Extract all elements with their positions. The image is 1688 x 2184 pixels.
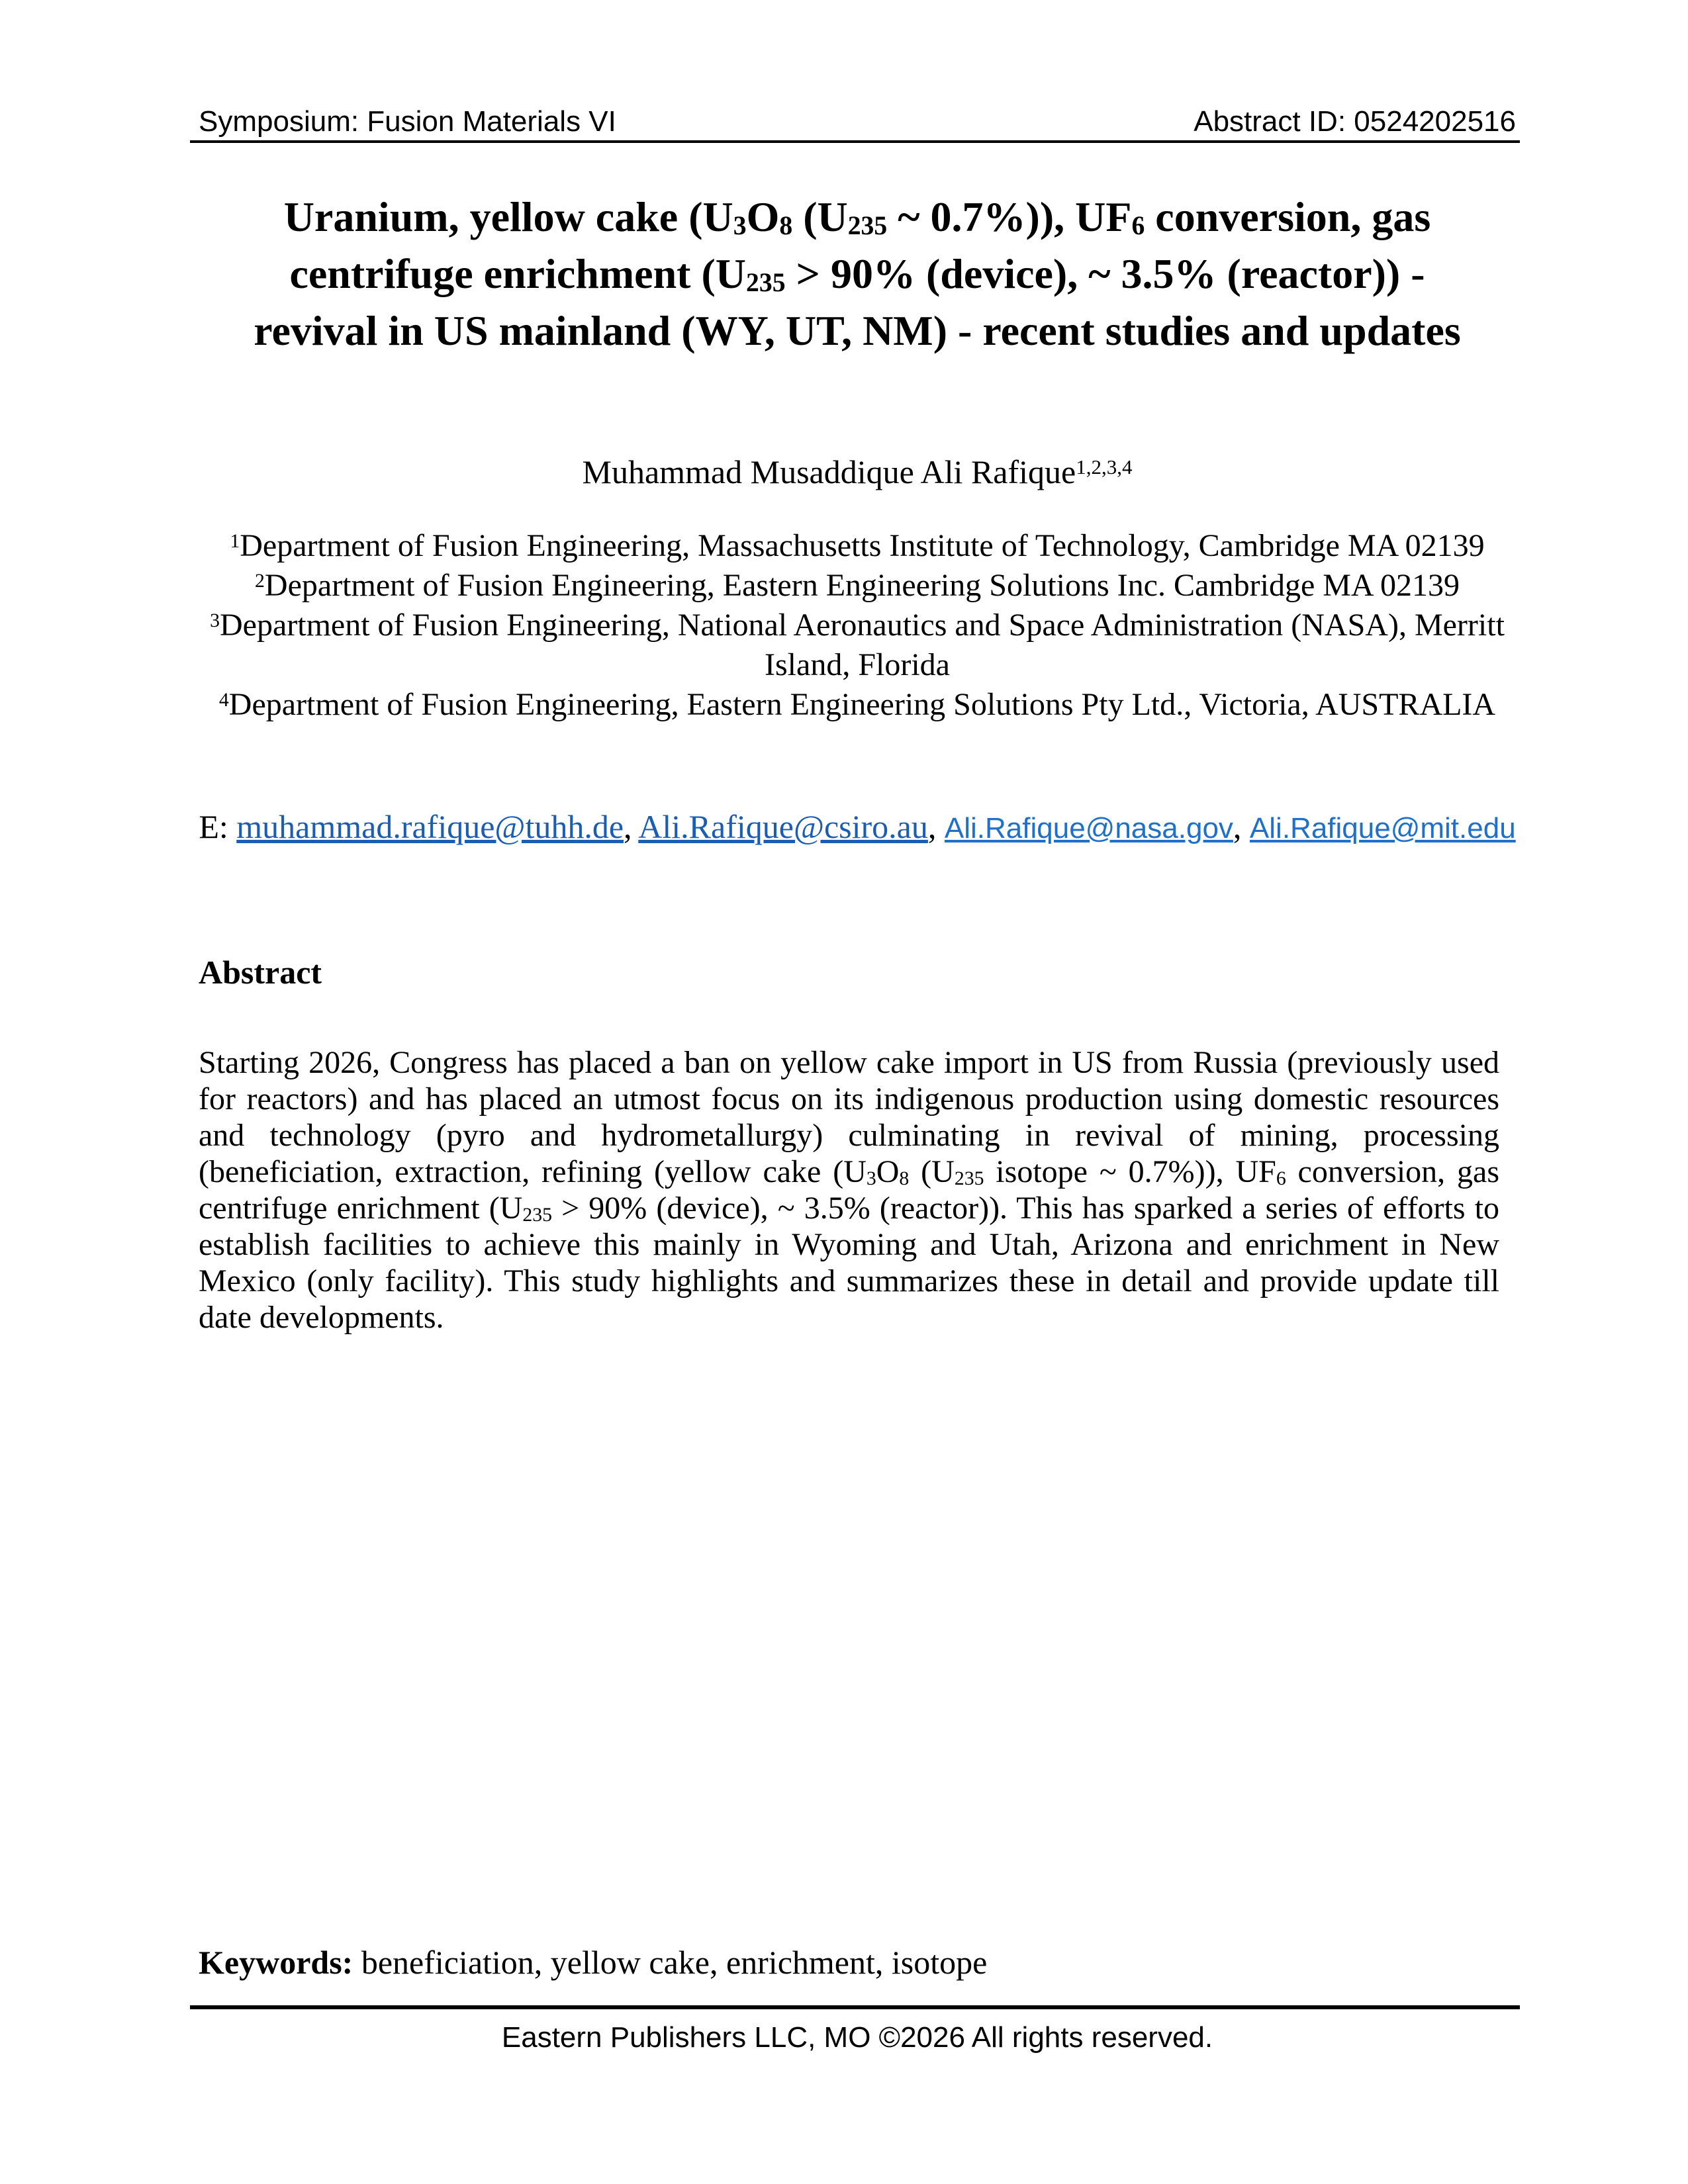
abstract-heading: Abstract: [199, 954, 322, 991]
email-link-mit[interactable]: Ali.Rafique@mit.edu: [1249, 812, 1516, 844]
affiliation-1: [199, 526, 1516, 566]
affiliation-3-mark: 3: [210, 609, 220, 631]
paper-title: [185, 189, 1529, 359]
affiliation-3-text: Department of Fusion Engineering, National Aeronautics and Space Administration (NASA), Merritt Island, Florida: [219, 608, 1505, 682]
keywords-label: Keywords:: [199, 1944, 353, 1981]
author-name: Muhammad Musaddique Ali Rafique: [582, 453, 1076, 490]
header-abstract-id: Abstract ID: 0524202516: [1194, 105, 1516, 138]
affiliation-4-text: Department of Fusion Engineering, Eastern Engineering Solutions Pty Ltd., Victoria, AUSTRALIA: [228, 687, 1496, 722]
affiliation-4: [199, 685, 1516, 725]
author-line: [199, 452, 1516, 492]
title-line-2: centrifuge enrichment ($U_{235} > 90\%$ (device), ~ 3.5% (reactor)) -: [289, 250, 1425, 298]
email-line: [199, 806, 1516, 849]
title-line-1: Uranium, yellow cake ($U_3O_8$ ($U_{235}$ ~ 0.7%)), $UF_6$ conversion, gas: [283, 193, 1431, 241]
keywords-text: beneficiation, yellow cake, enrichment, isotope: [353, 1944, 988, 1981]
affiliation-2-mark: 2: [255, 569, 265, 592]
email-link-tuhh[interactable]: muhammad.rafique@tuhh.de: [236, 808, 624, 845]
header-symposium-label: Symposium: Fusion Materials VI: [199, 105, 616, 138]
email-separator: ,: [1233, 808, 1250, 845]
keywords-line: [199, 1942, 1516, 1982]
affiliations-block: [199, 526, 1516, 725]
affiliation-2-text: Department of Fusion Engineering, Eastern Engineering Solutions Inc. Cambridge MA 02139: [264, 568, 1460, 603]
email-prefix: E:: [199, 808, 237, 845]
header-rule: [190, 140, 1520, 143]
affiliation-3: [199, 606, 1516, 685]
email-separator: ,: [624, 808, 639, 845]
email-link-nasa[interactable]: Ali.Rafique@nasa.gov: [944, 812, 1233, 844]
affiliation-1-text: Department of Fusion Engineering, Massachusetts Institute of Technology, Cambridge MA 02139: [240, 528, 1485, 563]
email-separator: ,: [927, 808, 945, 845]
title-line-3: revival in US mainland (WY, UT, NM) - recent studies and updates: [254, 307, 1461, 354]
page-header: [199, 105, 1516, 139]
page-footer: Eastern Publishers LLC, MO ©2026 All rights reserved.: [501, 2021, 1213, 2054]
affiliation-4-mark: 4: [218, 688, 229, 711]
affiliation-1-mark: 1: [230, 529, 240, 552]
affiliation-2: [199, 566, 1516, 606]
email-link-csiro[interactable]: Ali.Rafique@csiro.au: [638, 808, 928, 845]
author-affiliation-marks: 1,2,3,4: [1076, 455, 1133, 479]
abstract-body: Starting 2026, Congress has placed a ban on yellow cake import in US from Russia (previously used for reactors) and has placed an utmost focus on its indigenous production using domestic resources and technology (pyro and hydrometallurgy) culminating in revival of mining, processing (beneficiation, extraction, refining (yellow cake ($U_3O_8$ ($U_{235}$ isotope ~ 0.7%)), $UF_6$ conversion, gas centrifuge enrichment ($U_{235} > 90\%$ (device), ~ 3.5% (reactor)). This has sparked a series of efforts to establish facilities to achieve this mainly in Wyoming and Utah, Arizona and enrichment in New Mexico (only facility). This study highlights and summarizes these in detail and provide update till date developments.: [199, 1045, 1499, 1335]
footer-rule: [190, 2005, 1520, 2009]
